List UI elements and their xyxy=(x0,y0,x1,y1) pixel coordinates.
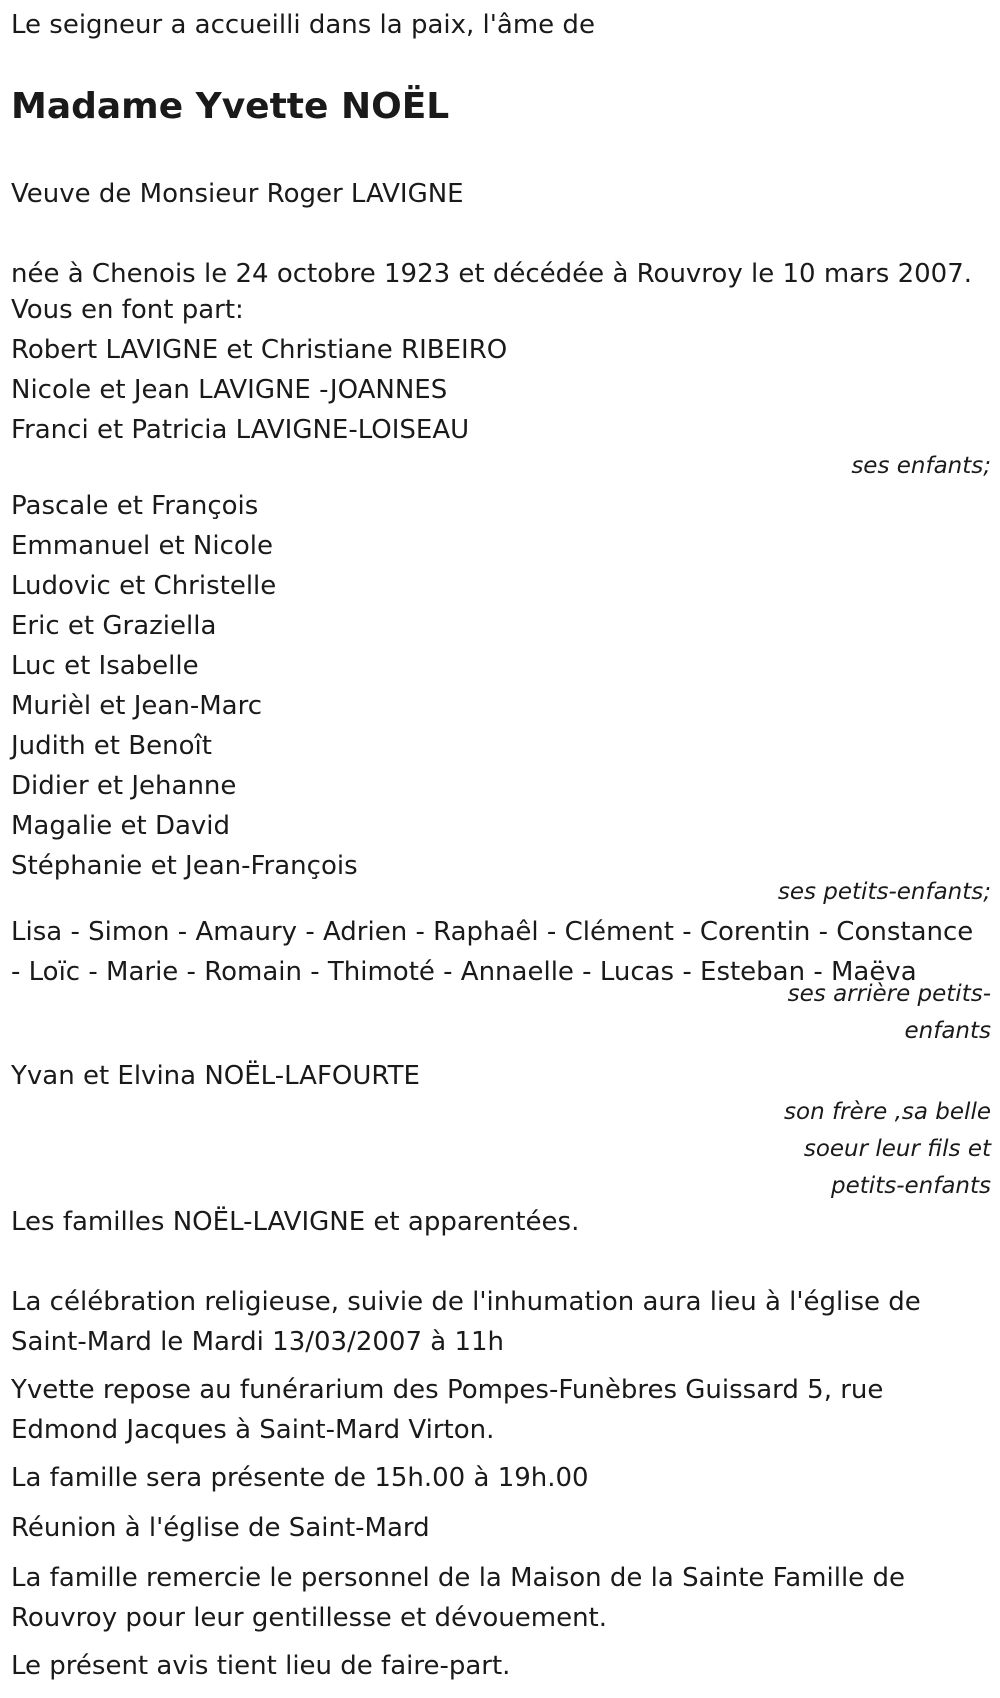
list-item: Ludovic et Christelle xyxy=(11,571,277,601)
list-item: Luc et Isabelle xyxy=(11,651,199,681)
thanks-text xyxy=(11,1558,991,1638)
paragraph-line: La famille remercie le personnel de la Maison de la Sainte Famille de xyxy=(11,1563,905,1593)
grandchildren-label xyxy=(778,874,991,911)
relation-label: enfants xyxy=(904,1018,991,1044)
great-grandchildren-label xyxy=(788,976,991,1050)
ceremony-text xyxy=(11,1282,991,1362)
list-item: Emmanuel et Nicole xyxy=(11,531,274,561)
paragraph-line: Edmond Jacques à Saint-Mard Virton. xyxy=(11,1415,495,1445)
list-item: Magalie et David xyxy=(11,811,231,841)
grandchildren-section xyxy=(11,486,991,886)
paragraph-line: Rouvroy pour leur gentillesse et dévouement. xyxy=(11,1603,608,1633)
meeting-text: Réunion à l'église de Saint-Mard xyxy=(11,1513,430,1543)
families-text: Les familles NOËL-LAVIGNE et apparentées. xyxy=(11,1207,580,1237)
paragraph-line: Saint-Mard le Mardi 13/03/2007 à 11h xyxy=(11,1327,505,1357)
notice-text: Le présent avis tient lieu de faire-part. xyxy=(11,1651,511,1681)
list-item: Eric et Graziella xyxy=(11,611,217,641)
relation-label: ses arrière petits- xyxy=(787,981,991,1007)
list-item: Franci et Patricia LAVIGNE-LOISEAU xyxy=(11,415,470,445)
list-item: Yvan et Elvina NOËL-LAFOURTE xyxy=(11,1061,420,1091)
relation-label: petits-enfants xyxy=(831,1173,991,1199)
deceased-name: Madame Yvette NOËL xyxy=(11,86,450,127)
birth-death-text: née à Chenois le 24 octobre 1923 et décédée à Rouvroy le 10 mars 2007. xyxy=(11,259,973,289)
announce-intro: Vous en font part: xyxy=(11,295,244,325)
widow-of-text: Veuve de Monsieur Roger LAVIGNE xyxy=(11,179,464,209)
presence-text: La famille sera présente de 15h.00 à 19h.00 xyxy=(11,1463,589,1493)
list-item: Stéphanie et Jean-François xyxy=(11,851,358,881)
relation-label: soeur leur fils et xyxy=(803,1136,991,1162)
paragraph-line: Yvette repose au funérarium des Pompes-Funèbres Guissard 5, rue xyxy=(11,1375,884,1405)
relation-label: son frère ,sa belle xyxy=(784,1099,991,1125)
children-section xyxy=(11,290,991,450)
brother-section xyxy=(11,1056,991,1096)
rest-text xyxy=(11,1370,991,1450)
list-item: Robert LAVIGNE et Christiane RIBEIRO xyxy=(11,335,508,365)
list-item: Murièl et Jean-Marc xyxy=(11,691,262,721)
paragraph-line: La célébration religieuse, suivie de l'inhumation aura lieu à l'église de xyxy=(11,1287,921,1317)
list-item: Didier et Jehanne xyxy=(11,771,237,801)
relation-label: ses enfants; xyxy=(851,453,991,479)
relation-label: ses petits-enfants; xyxy=(777,879,991,905)
list-item: Judith et Benoît xyxy=(11,731,212,761)
list-item: Pascale et François xyxy=(11,491,259,521)
list-item: Lisa - Simon - Amaury - Adrien - Raphaêl - Clément - Corentin - Constance xyxy=(11,917,974,947)
list-item: - Loïc - Marie - Romain - Thimoté - Annaelle - Lucas - Esteban - Maëva xyxy=(11,957,917,987)
brother-label xyxy=(784,1094,991,1205)
children-label xyxy=(851,448,991,485)
intro-text: Le seigneur a accueilli dans la paix, l'âme de xyxy=(11,10,595,40)
list-item: Nicole et Jean LAVIGNE -JOANNES xyxy=(11,375,448,405)
